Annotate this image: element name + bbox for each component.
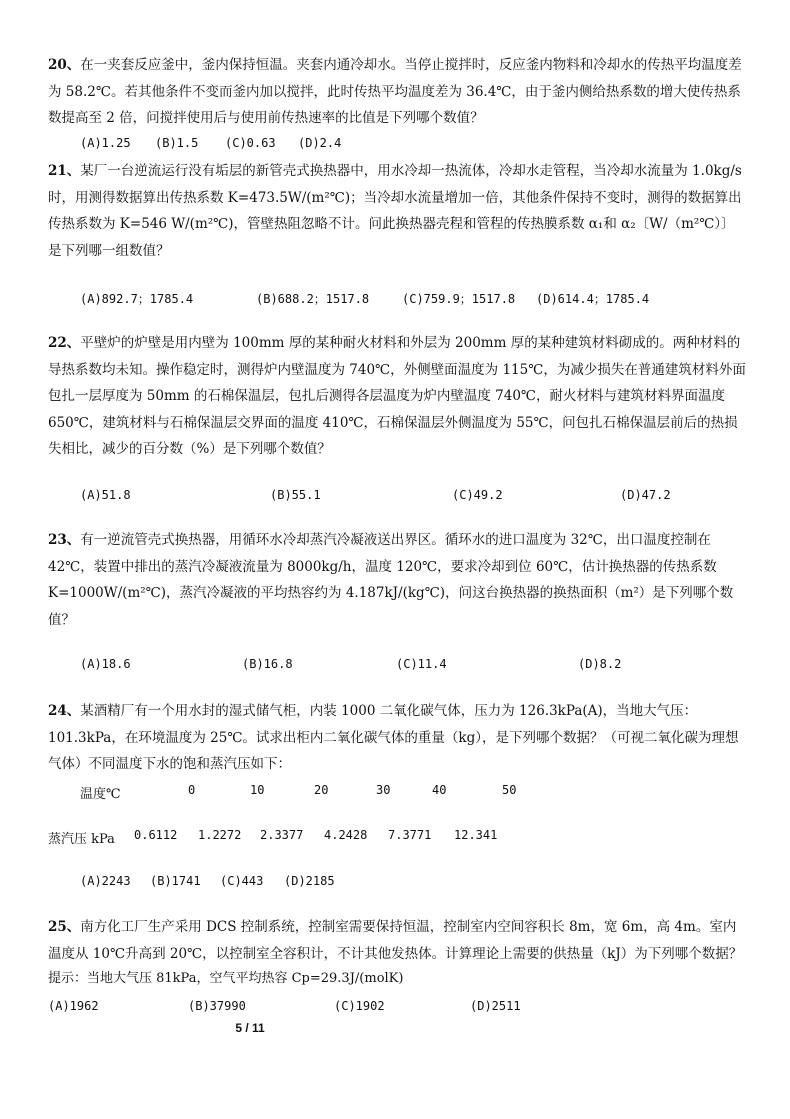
page-number: 5 / 11 xyxy=(235,1021,265,1035)
table-label-temperature: 温度℃ xyxy=(80,787,121,802)
question-23 xyxy=(48,527,748,633)
question-number: 21、 xyxy=(48,163,81,179)
table-cell: 12.341 xyxy=(454,828,498,842)
option-c: (C)49.2 xyxy=(452,488,503,502)
option-b: (B)688.2；1517.8 xyxy=(256,292,370,306)
table-cell: 30 xyxy=(376,783,391,797)
option-d: (D)2511 xyxy=(470,999,521,1013)
table-cell: 2.3377 xyxy=(260,828,304,842)
question-text: 南方化工厂生产采用 DCS 控制系统，控制室需要保持恒温，控制室内空间容积长 8m，宽 6m，高 4m。室内温度从 10℃升高到 20℃，以控制室全容积计，不计其他发热体。计算理论上需要的供热量（kJ）为下列哪个数据？ xyxy=(48,919,743,962)
table-cell: 1.2272 xyxy=(198,828,242,842)
option-d: (D)614.4；1785.4 xyxy=(536,292,650,306)
table-cell: 50 xyxy=(502,783,517,797)
option-a: (A)1962 xyxy=(48,999,99,1013)
table-cell: 10 xyxy=(250,783,265,797)
question-number: 25、 xyxy=(48,919,81,935)
option-c: (C)1902 xyxy=(334,999,385,1013)
question-25 xyxy=(48,914,748,967)
option-b: (B)1.5 xyxy=(155,136,199,150)
option-b: (B)37990 xyxy=(188,999,246,1013)
question-number: 24、 xyxy=(48,703,81,719)
question-21 xyxy=(48,158,748,264)
option-d: (D)2185 xyxy=(284,874,335,888)
table-cell: 4.2428 xyxy=(324,828,368,842)
table-cell: 0 xyxy=(188,783,196,797)
option-c: (C)759.9；1517.8 xyxy=(402,292,516,306)
question-number: 20、 xyxy=(48,57,81,73)
option-d: (D)8.2 xyxy=(578,657,622,671)
table-cell: 20 xyxy=(314,783,329,797)
table-cell: 7.3771 xyxy=(388,828,432,842)
hint-text: 提示：当地大气压 81kPa，空气平均热容 Cp=29.3J/(molK) xyxy=(48,971,404,986)
question-text: 某酒精厂有一个用水封的湿式储气柜，内装 1000 二氧化碳气体，压力为 126.3kPa(A)，当地大气压：101.3kPa，在环境温度为 25℃。试求出柜内二氧化碳气体的重量（kg），是下列哪个数据？（可视二氧化碳为理想气体）不同温度下水的饱和蒸汽压如下： xyxy=(48,703,739,772)
option-d: (D)2.4 xyxy=(298,136,342,150)
option-b: (B)1741 xyxy=(150,874,201,888)
question-text: 某厂一台逆流运行没有垢层的新管壳式换热器中，用水冷却一热流体，冷却水走管程，当冷却水流量为 1.0kg/s 时，用测得数据算出传热系数 K=473.5W/(m²℃)；当冷却水流量增加一倍，其他条件保持不变时，测得的数据算出传热系数为 K=546 W/(m²℃)，管壁热阻忽略不计。问此换热器壳程和管程的传热膜系数 α₁和 α₂〔W/（m²℃）〕是下列哪一组数值？ xyxy=(48,163,742,259)
question-number: 23、 xyxy=(48,532,81,548)
question-22 xyxy=(48,330,748,463)
option-b: (B)55.1 xyxy=(270,488,321,502)
question-text: 平壁炉的炉壁是用内壁为 100mm 厚的某种耐火材料和外层为 200mm 厚的某种建筑材料砌成的。两种材料的导热系数均未知。操作稳定时，测得炉内壁温度为 740℃，外侧壁面温度为 115℃，为减少损失在普通建筑材料外面包扎一层厚度为 50mm 的石棉保温层，包扎后测得各层温度为炉内壁温度 740℃，耐火材料与建筑材料界面温度 650℃，建筑材料与石棉保温层交界面的温度 410℃，石棉保温层外侧温度为 55℃，问包扎石棉保温层前后的热损失相比，减少的百分数（%）是下列哪个数值？ xyxy=(48,335,746,457)
table-label-pressure: 蒸汽压 kPa xyxy=(48,832,115,847)
question-24 xyxy=(48,698,748,778)
option-c: (C)0.63 xyxy=(225,136,276,150)
table-cell: 0.6112 xyxy=(134,828,178,842)
question-25-hint xyxy=(48,966,748,993)
question-20 xyxy=(48,52,748,132)
question-text: 有一逆流管壳式换热器，用循环水冷却蒸汽冷凝液送出界区。循环水的进口温度为 32℃，出口温度控制在 42℃，装置中排出的蒸汽冷凝液流量为 8000kg/h，温度 120℃，要求冷却到位 60℃，估计换热器的传热系数 K=1000W/(m²℃)，蒸汽冷凝液的平均热容约为 4.187kJ/(kg℃)，问这台换热器的换热面积（m²）是下列哪个数值？ xyxy=(48,532,734,628)
option-c: (C)443 xyxy=(220,874,264,888)
table-cell: 40 xyxy=(432,783,447,797)
option-b: (B)16.8 xyxy=(242,657,293,671)
option-a: (A)51.8 xyxy=(80,488,131,502)
option-a: (A)892.7；1785.4 xyxy=(80,292,194,306)
option-a: (A)2243 xyxy=(80,874,131,888)
option-a: (A)1.25 xyxy=(80,136,131,150)
option-d: (D)47.2 xyxy=(620,488,671,502)
option-a: (A)18.6 xyxy=(80,657,131,671)
question-text: 在一夹套反应釜中，釜内保持恒温。夹套内通冷却水。当停止搅拌时，反应釜内物料和冷却水的传热平均温度差为 58.2℃。若其他条件不变而釜内加以搅拌，此时传热平均温度差为 36.4℃，由于釜内侧给热系数的增大使传热系数提高至 2 倍，问搅拌使用后与使用前传热速率的比值是下列哪个数值？ xyxy=(48,57,742,126)
option-c: (C)11.4 xyxy=(396,657,447,671)
question-number: 22、 xyxy=(48,335,81,351)
